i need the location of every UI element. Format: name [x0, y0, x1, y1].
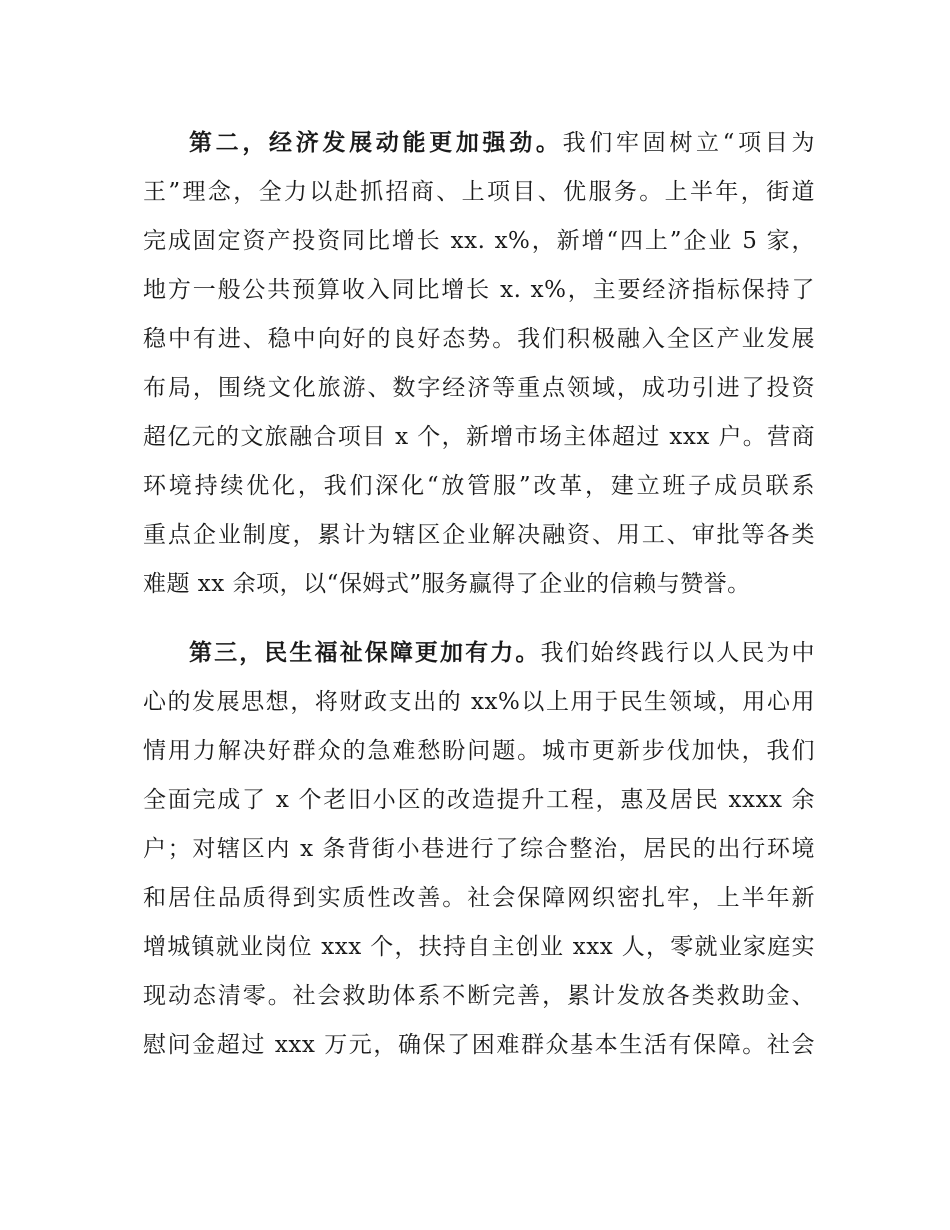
paragraph-line: 完成固定资产投资同比增长 xx. x%，新增“四上”企业 5 家，	[143, 228, 815, 254]
paragraph-line: 现动态清零。社会救助体系不断完善，累计发放各类救助金、	[143, 983, 815, 1009]
paragraph-line: 和居住品质得到实质性改善。社会保障网织密扎牢，上半年新	[143, 885, 815, 911]
paragraph-line: 地方一般公共预算收入同比增长 x. x%，主要经济指标保持了	[143, 277, 815, 303]
paragraph-line: 布局，围绕文化旅游、数字经济等重点领域，成功引进了投资	[143, 375, 815, 401]
paragraph-line: 情用力解决好群众的急难愁盼问题。城市更新步伐加快，我们	[143, 738, 815, 764]
paragraph-line: 重点企业制度，累计为辖区企业解决融资、用工、审批等各类	[143, 522, 815, 548]
paragraph-line: 全面完成了 x 个老旧小区的改造提升工程，惠及居民 xxxx 余	[143, 787, 815, 813]
paragraph-heading: 第三，民生福祉保障更加有力。	[189, 640, 541, 666]
paragraph-livelihood-welfare	[143, 629, 815, 1070]
paragraph-heading: 第二，经济发展动能更加强劲。	[189, 130, 563, 156]
paragraph-first-line	[143, 119, 815, 168]
paragraph-line: 心的发展思想，将财政支出的 xx%以上用于民生领域，用心用	[143, 689, 815, 715]
paragraph-line: 超亿元的文旅融合项目 x 个，新增市场主体超过 xxx 户。营商	[143, 424, 815, 450]
paragraph-line: 王”理念，全力以赴抓招商、上项目、优服务。上半年，街道	[143, 179, 815, 205]
paragraph-line: 增城镇就业岗位 xxx 个，扶持自主创业 xxx 人，零就业家庭实	[143, 934, 815, 960]
paragraph-line: 慰问金超过 xxx 万元，确保了困难群众基本生活有保障。社会	[143, 1032, 815, 1058]
paragraph-economic-development	[143, 119, 815, 609]
paragraph-line: 环境持续优化，我们深化“放管服”改革，建立班子成员联系	[143, 473, 815, 499]
paragraph-text: 我们始终践行以人民为中	[540, 640, 816, 666]
paragraph-first-line	[143, 629, 815, 678]
paragraph-line: 难题 xx 余项，以“保姆式”服务赢得了企业的信赖与赞誉。	[143, 571, 751, 597]
paragraph-line: 户；对辖区内 x 条背街小巷进行了综合整治，居民的出行环境	[143, 836, 815, 862]
paragraph-line: 稳中有进、稳中向好的良好态势。我们积极融入全区产业发展	[143, 326, 815, 352]
paragraph-text: 我们牢固树立“项目为	[562, 130, 815, 156]
